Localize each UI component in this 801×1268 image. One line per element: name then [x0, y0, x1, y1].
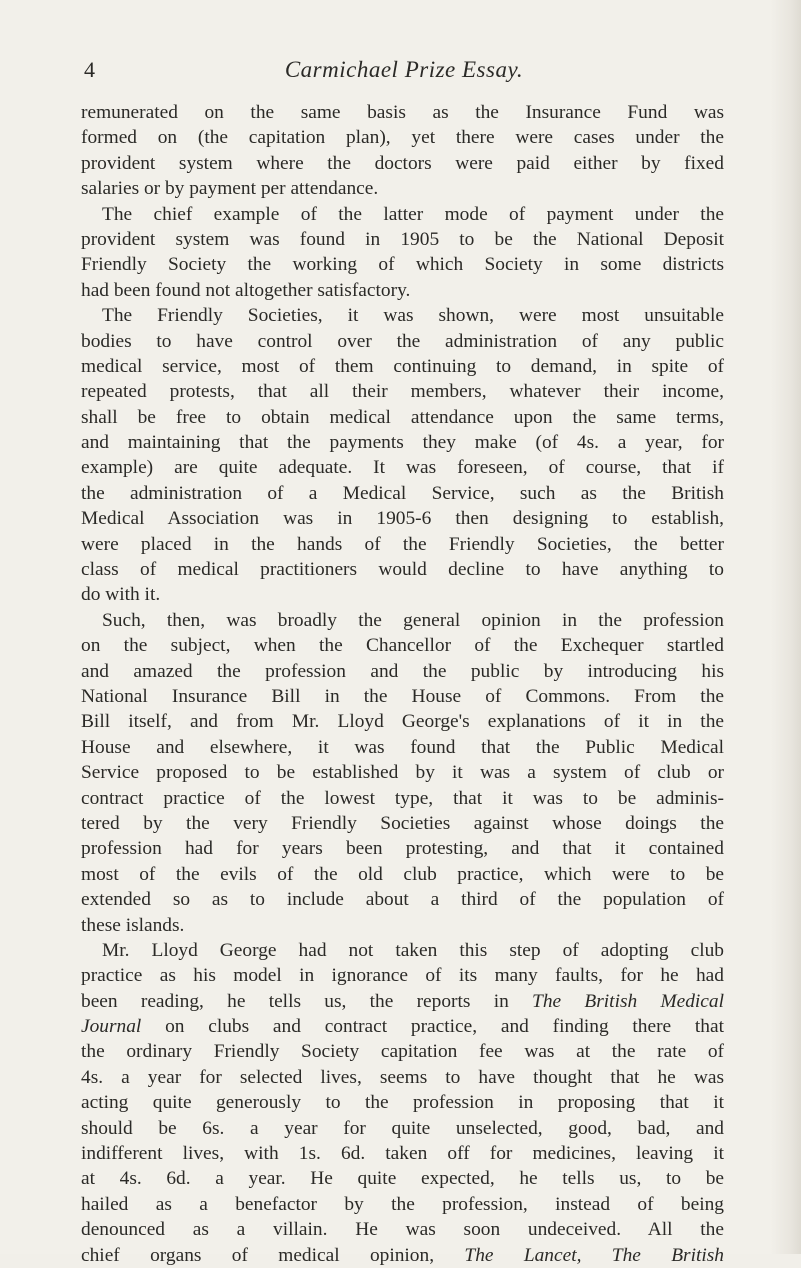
line-text: provident system where the doctors were paid either by fixed [81, 152, 724, 174]
line-text: The Friendly Societies, it was shown, were most unsuitable [102, 305, 724, 327]
line-text: practice as his model in ignorance of its many faults, for he had [81, 965, 724, 987]
line-text: Friendly Society the working of which Society in some districts [81, 254, 724, 276]
text-line [81, 582, 724, 607]
text-line [81, 1243, 724, 1268]
text-line [81, 151, 724, 176]
line-text: been reading, he tells us, the reports in [81, 990, 509, 1012]
text-line [81, 1090, 724, 1115]
text-line [81, 684, 724, 709]
running-title: Carmichael Prize Essay. [284, 57, 524, 82]
text-line [81, 760, 724, 785]
line-text: Service proposed to be established by it was a system of club or [81, 762, 724, 784]
text-line [81, 887, 724, 912]
text-line [81, 430, 724, 455]
line-text: at 4s. 6d. a year. He quite expected, he tells us, to be [81, 1168, 724, 1190]
line-text: indifferent lives, with 1s. 6d. taken off for medicines, leaving it [81, 1143, 724, 1165]
line-text: and maintaining that the payments they make (of 4s. a year, for [81, 432, 724, 454]
text-line [81, 100, 724, 125]
text-line [81, 252, 724, 277]
text-line [81, 405, 724, 430]
text-line [81, 608, 724, 633]
text-line [81, 481, 724, 506]
line-text: extended so as to include about a third of the population of [81, 889, 724, 911]
text-line [81, 1166, 724, 1191]
line-text: 4s. a year for selected lives, seems to have thought that he was [81, 1066, 724, 1088]
text-line [81, 1065, 724, 1090]
text-line [81, 633, 724, 658]
line-text: Bill itself, and from Mr. Lloyd George's explanations of it in the [81, 711, 724, 733]
line-text: had been found not altogether satisfactory. [81, 279, 411, 301]
text-line [81, 532, 724, 557]
line-text: profession had for years been protesting, and that it contained [81, 838, 724, 860]
text-line [81, 506, 724, 531]
line-text: denounced as a villain. He was soon undeceived. All the [81, 1219, 724, 1241]
line-text: example) are quite adequate. It was foreseen, of course, that if [81, 457, 724, 479]
line-text: the ordinary Friendly Society capitation fee was at the rate of [81, 1041, 724, 1063]
line-text-after: on clubs and contract practice, and finding there that [141, 1016, 724, 1038]
text-line [81, 557, 724, 582]
italic-title: The British Medical [532, 990, 724, 1012]
line-text: acting quite generously to the profession in proposing that it [81, 1092, 724, 1114]
line-text: on the subject, when the Chancellor of the Exchequer startled [81, 635, 724, 657]
line-text: contract practice of the lowest type, that it was to be adminis- [81, 787, 724, 809]
line-text: National Insurance Bill in the House of Commons. From the [81, 685, 724, 707]
text-line [81, 125, 724, 150]
text-line [81, 659, 724, 684]
text-line [81, 1192, 724, 1217]
line-text: repeated protests, that all their members, whatever their income, [81, 381, 724, 403]
text-line [81, 1039, 724, 1064]
body-text [81, 100, 724, 1268]
line-text: The chief example of the latter mode of payment under the [102, 203, 724, 225]
text-line [81, 913, 724, 938]
line-text: the administration of a Medical Service, such as the British [81, 482, 724, 504]
text-line [81, 811, 724, 836]
text-line [81, 1217, 724, 1242]
text-line [81, 963, 724, 988]
text-line [81, 176, 724, 201]
line-text: Medical Association was in 1905-6 then designing to establish, [81, 508, 724, 530]
text-line [81, 836, 724, 861]
line-text: Mr. Lloyd George had not taken this step of adopting club [102, 939, 724, 961]
page-number: 4 [84, 57, 95, 82]
line-text: House and elsewhere, it was found that the Public Medical [81, 736, 724, 758]
line-text: chief organs of medical opinion, [81, 1244, 435, 1266]
line-text: and amazed the profession and the public by introducing his [81, 660, 724, 682]
text-line [81, 1014, 724, 1039]
line-text: class of medical practitioners would decline to have anything to [81, 559, 724, 581]
line-text: Such, then, was broadly the general opinion in the profession [102, 609, 724, 631]
line-text: these islands. [81, 914, 185, 936]
text-line [81, 862, 724, 887]
text-line [81, 354, 724, 379]
line-text: should be 6s. a year for quite unselected, good, bad, and [81, 1117, 724, 1139]
line-text: most of the evils of the old club practice, which were to be [81, 863, 724, 885]
line-text: salaries or by payment per attendance. [81, 178, 379, 200]
text-line [81, 202, 724, 227]
italic-title: The Lancet, The British [464, 1244, 724, 1266]
text-line [81, 735, 724, 760]
page-header [84, 56, 724, 86]
text-line [81, 455, 724, 480]
line-text: formed on (the capitation plan), yet there were cases under the [81, 127, 724, 149]
line-text: provident system was found in 1905 to be the National Deposit [81, 228, 724, 250]
line-text: medical service, most of them continuing to demand, in spite of [81, 355, 724, 377]
line-text: bodies to have control over the administration of any public [81, 330, 724, 352]
text-line [81, 329, 724, 354]
line-text: were placed in the hands of the Friendly Societies, the better [81, 533, 724, 555]
text-line [81, 227, 724, 252]
line-text: hailed as a benefactor by the profession, instead of being [81, 1193, 724, 1215]
text-line [81, 1116, 724, 1141]
italic-title: Journal [81, 1016, 142, 1038]
line-text: shall be free to obtain medical attendance upon the same terms, [81, 406, 724, 428]
text-line [81, 786, 724, 811]
text-line [81, 278, 724, 303]
text-line [81, 709, 724, 734]
line-text: tered by the very Friendly Societies against whose doings the [81, 812, 724, 834]
line-text: do with it. [81, 584, 161, 606]
line-text: remunerated on the same basis as the Insurance Fund was [81, 102, 724, 123]
text-line [81, 303, 724, 328]
text-line [81, 1141, 724, 1166]
text-line [81, 938, 724, 963]
text-line [81, 989, 724, 1014]
text-line [81, 379, 724, 404]
